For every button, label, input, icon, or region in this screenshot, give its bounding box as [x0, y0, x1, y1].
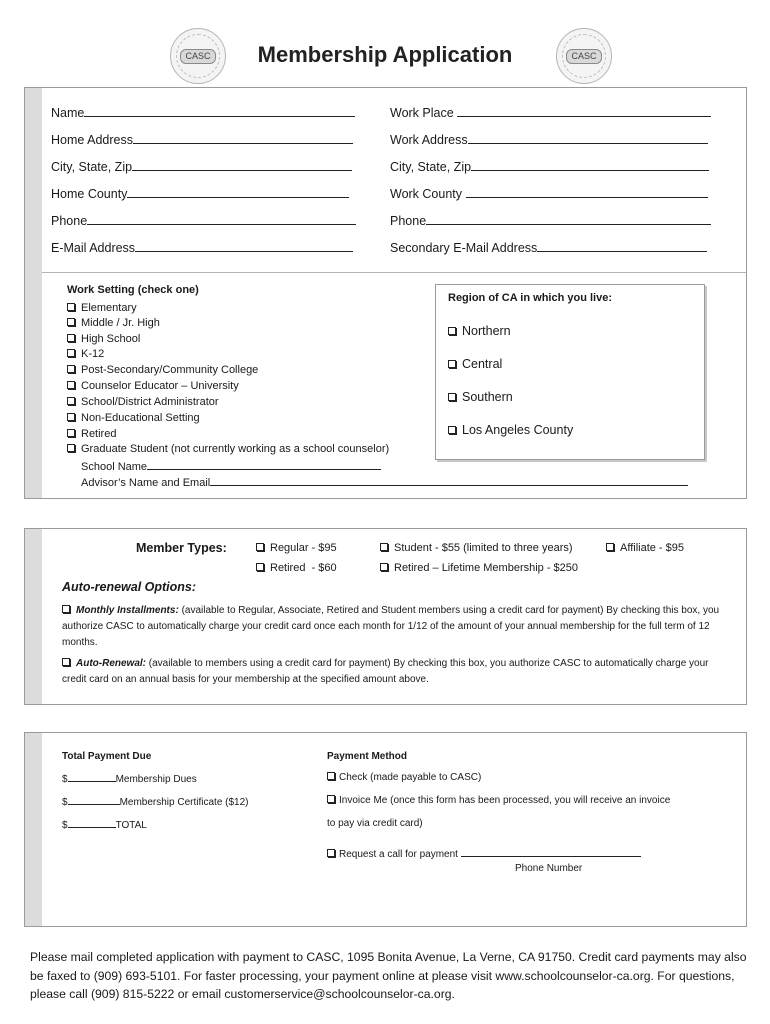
checkbox-icon[interactable]: [67, 429, 75, 437]
advisor-field[interactable]: [81, 475, 688, 489]
auto-renewal-option[interactable]: [62, 656, 727, 688]
advisor-label: Advisor’s Name and Email: [81, 477, 211, 489]
checkbox-icon[interactable]: [448, 327, 456, 335]
checkbox-icon[interactable]: [448, 360, 456, 368]
membership-certificate-field[interactable]: $ Membership Certificate ($12): [62, 797, 249, 808]
region-option-los-angeles[interactable]: Los Angeles County: [448, 423, 573, 437]
work-address-label: Work Address: [390, 133, 468, 147]
membership-dues-field[interactable]: $ Membership Dues: [62, 774, 197, 785]
section-stripe: [25, 88, 42, 498]
monthly-installments-option[interactable]: [62, 603, 727, 651]
checkbox-icon[interactable]: [256, 563, 264, 571]
work-city-label: City, State, Zip: [390, 160, 472, 174]
home-county-label: Home County: [51, 187, 128, 201]
logo-text: CASC: [566, 49, 602, 64]
email-field[interactable]: [51, 241, 353, 255]
auto-renewal-title: Auto-Renewal:: [76, 658, 146, 669]
autorenew-heading: Auto-renewal Options:: [62, 580, 197, 594]
phone-number-caption: Phone Number: [515, 863, 583, 874]
checkbox-icon[interactable]: [327, 849, 335, 857]
member-type-affiliate[interactable]: Affiliate - $95: [606, 542, 684, 554]
home-city-label: City, State, Zip: [51, 160, 133, 174]
checkbox-icon[interactable]: [67, 365, 75, 373]
region-option-northern[interactable]: Northern: [448, 324, 511, 338]
checkbox-icon[interactable]: [380, 563, 388, 571]
total-field[interactable]: $ TOTAL: [62, 820, 147, 831]
work-setting-heading: Work Setting (check one): [67, 284, 199, 296]
checkbox-icon[interactable]: [67, 349, 75, 357]
checkbox-icon[interactable]: [62, 658, 70, 666]
school-name-label: School Name: [81, 461, 148, 473]
work-place-field[interactable]: [390, 106, 711, 120]
region-option-southern[interactable]: Southern: [448, 390, 513, 404]
casc-logo-right: [556, 28, 612, 84]
work-phone-field[interactable]: [390, 214, 711, 228]
work-setting-option[interactable]: Middle / Jr. High: [67, 317, 160, 329]
home-address-label: Home Address: [51, 133, 133, 147]
checkbox-icon[interactable]: [67, 381, 75, 389]
name-label: Name: [51, 106, 85, 120]
member-type-retired-lifetime[interactable]: Retired – Lifetime Membership - $250: [380, 562, 578, 574]
work-setting-option[interactable]: Elementary: [67, 302, 137, 314]
member-type-regular[interactable]: Regular - $95: [256, 542, 337, 554]
section-stripe: [25, 529, 42, 704]
payment-check-option[interactable]: Check (made payable to CASC): [327, 772, 481, 783]
home-city-state-zip-field[interactable]: [51, 160, 352, 174]
total-payment-heading: Total Payment Due: [62, 751, 152, 762]
work-setting-option[interactable]: Graduate Student (not currently working as a school counselor): [67, 443, 389, 455]
home-address-field[interactable]: [51, 133, 353, 147]
payment-invoice-option[interactable]: Invoice Me (once this form has been processed, you will receive an invoice: [327, 795, 670, 806]
checkbox-icon[interactable]: [67, 397, 75, 405]
checkbox-icon[interactable]: [67, 444, 75, 452]
checkbox-icon[interactable]: [380, 543, 388, 551]
checkbox-icon[interactable]: [448, 393, 456, 401]
region-heading: Region of CA in which you live:: [448, 292, 612, 304]
email-label: E-Mail Address: [51, 241, 136, 255]
section-stripe: [25, 733, 42, 926]
auto-renewal-text: (available to members using a credit card for payment) By checking this box, you authorize CASC to automatically charge your credit card on an annual basis for your membership at the specified amount above.: [62, 658, 709, 685]
work-county-field[interactable]: [390, 187, 708, 201]
page-title: Membership Application: [257, 42, 513, 67]
work-setting-option[interactable]: Counselor Educator – University: [67, 380, 239, 392]
secondary-email-label: Secondary E-Mail Address: [390, 241, 538, 255]
payment-call-option[interactable]: Request a call for payment: [327, 847, 641, 860]
monthly-text: (available to Regular, Associate, Retired and Student members using a credit card for payment) By checking this box, you authorize CASC to automatically charge your credit card once each month for 1/12 of the amount of your annual membership for the full term of 12 months.: [62, 605, 720, 648]
name-field[interactable]: [51, 106, 355, 120]
monthly-title: Monthly Installments:: [76, 605, 179, 616]
work-setting-option[interactable]: K-12: [67, 348, 104, 360]
work-city-state-zip-field[interactable]: [390, 160, 709, 174]
work-address-field[interactable]: [390, 133, 708, 147]
checkbox-icon[interactable]: [67, 303, 75, 311]
payment-method-heading: Payment Method: [327, 751, 408, 762]
checkbox-icon[interactable]: [256, 543, 264, 551]
payment-invoice-continued: to pay via credit card): [327, 818, 423, 829]
secondary-email-field[interactable]: [390, 241, 707, 255]
checkbox-icon[interactable]: [327, 795, 335, 803]
member-type-retired[interactable]: Retired - $60: [256, 562, 337, 574]
section-divider: [42, 272, 746, 273]
logo-text: CASC: [180, 49, 216, 64]
member-type-student[interactable]: Student - $55 (limited to three years): [380, 542, 573, 554]
checkbox-icon[interactable]: [606, 543, 614, 551]
work-county-label: Work County: [390, 187, 463, 201]
school-name-field[interactable]: [81, 459, 381, 473]
member-types-label: Member Types:: [136, 541, 227, 555]
checkbox-icon[interactable]: [67, 413, 75, 421]
work-phone-label: Phone: [390, 214, 427, 228]
checkbox-icon[interactable]: [67, 334, 75, 342]
checkbox-icon[interactable]: [62, 605, 70, 613]
home-phone-label: Phone: [51, 214, 88, 228]
work-setting-option[interactable]: School/District Administrator: [67, 396, 219, 408]
home-phone-field[interactable]: [51, 214, 356, 228]
home-county-field[interactable]: [51, 187, 349, 201]
region-box: [435, 284, 705, 460]
work-setting-option[interactable]: Retired: [67, 428, 116, 440]
work-setting-option[interactable]: High School: [67, 333, 140, 345]
work-setting-option[interactable]: Post-Secondary/Community College: [67, 364, 258, 376]
checkbox-icon[interactable]: [327, 772, 335, 780]
work-place-label: Work Place: [390, 106, 454, 120]
mailing-instructions: Please mail completed application with payment to CASC, 1095 Bonita Avenue, La Verne, CA 91750. Credit card payments may also be faxed to (909) 693-5101. For faster processing, your payment online at please visit www.schoolcounselor-ca.org. For questions, please call (909) 815-5222 or email customerservice@schoolcounselor-ca.org.: [30, 950, 747, 1001]
region-option-central[interactable]: Central: [448, 357, 502, 371]
checkbox-icon[interactable]: [448, 426, 456, 434]
checkbox-icon[interactable]: [67, 318, 75, 326]
work-setting-option[interactable]: Non-Educational Setting: [67, 412, 200, 424]
